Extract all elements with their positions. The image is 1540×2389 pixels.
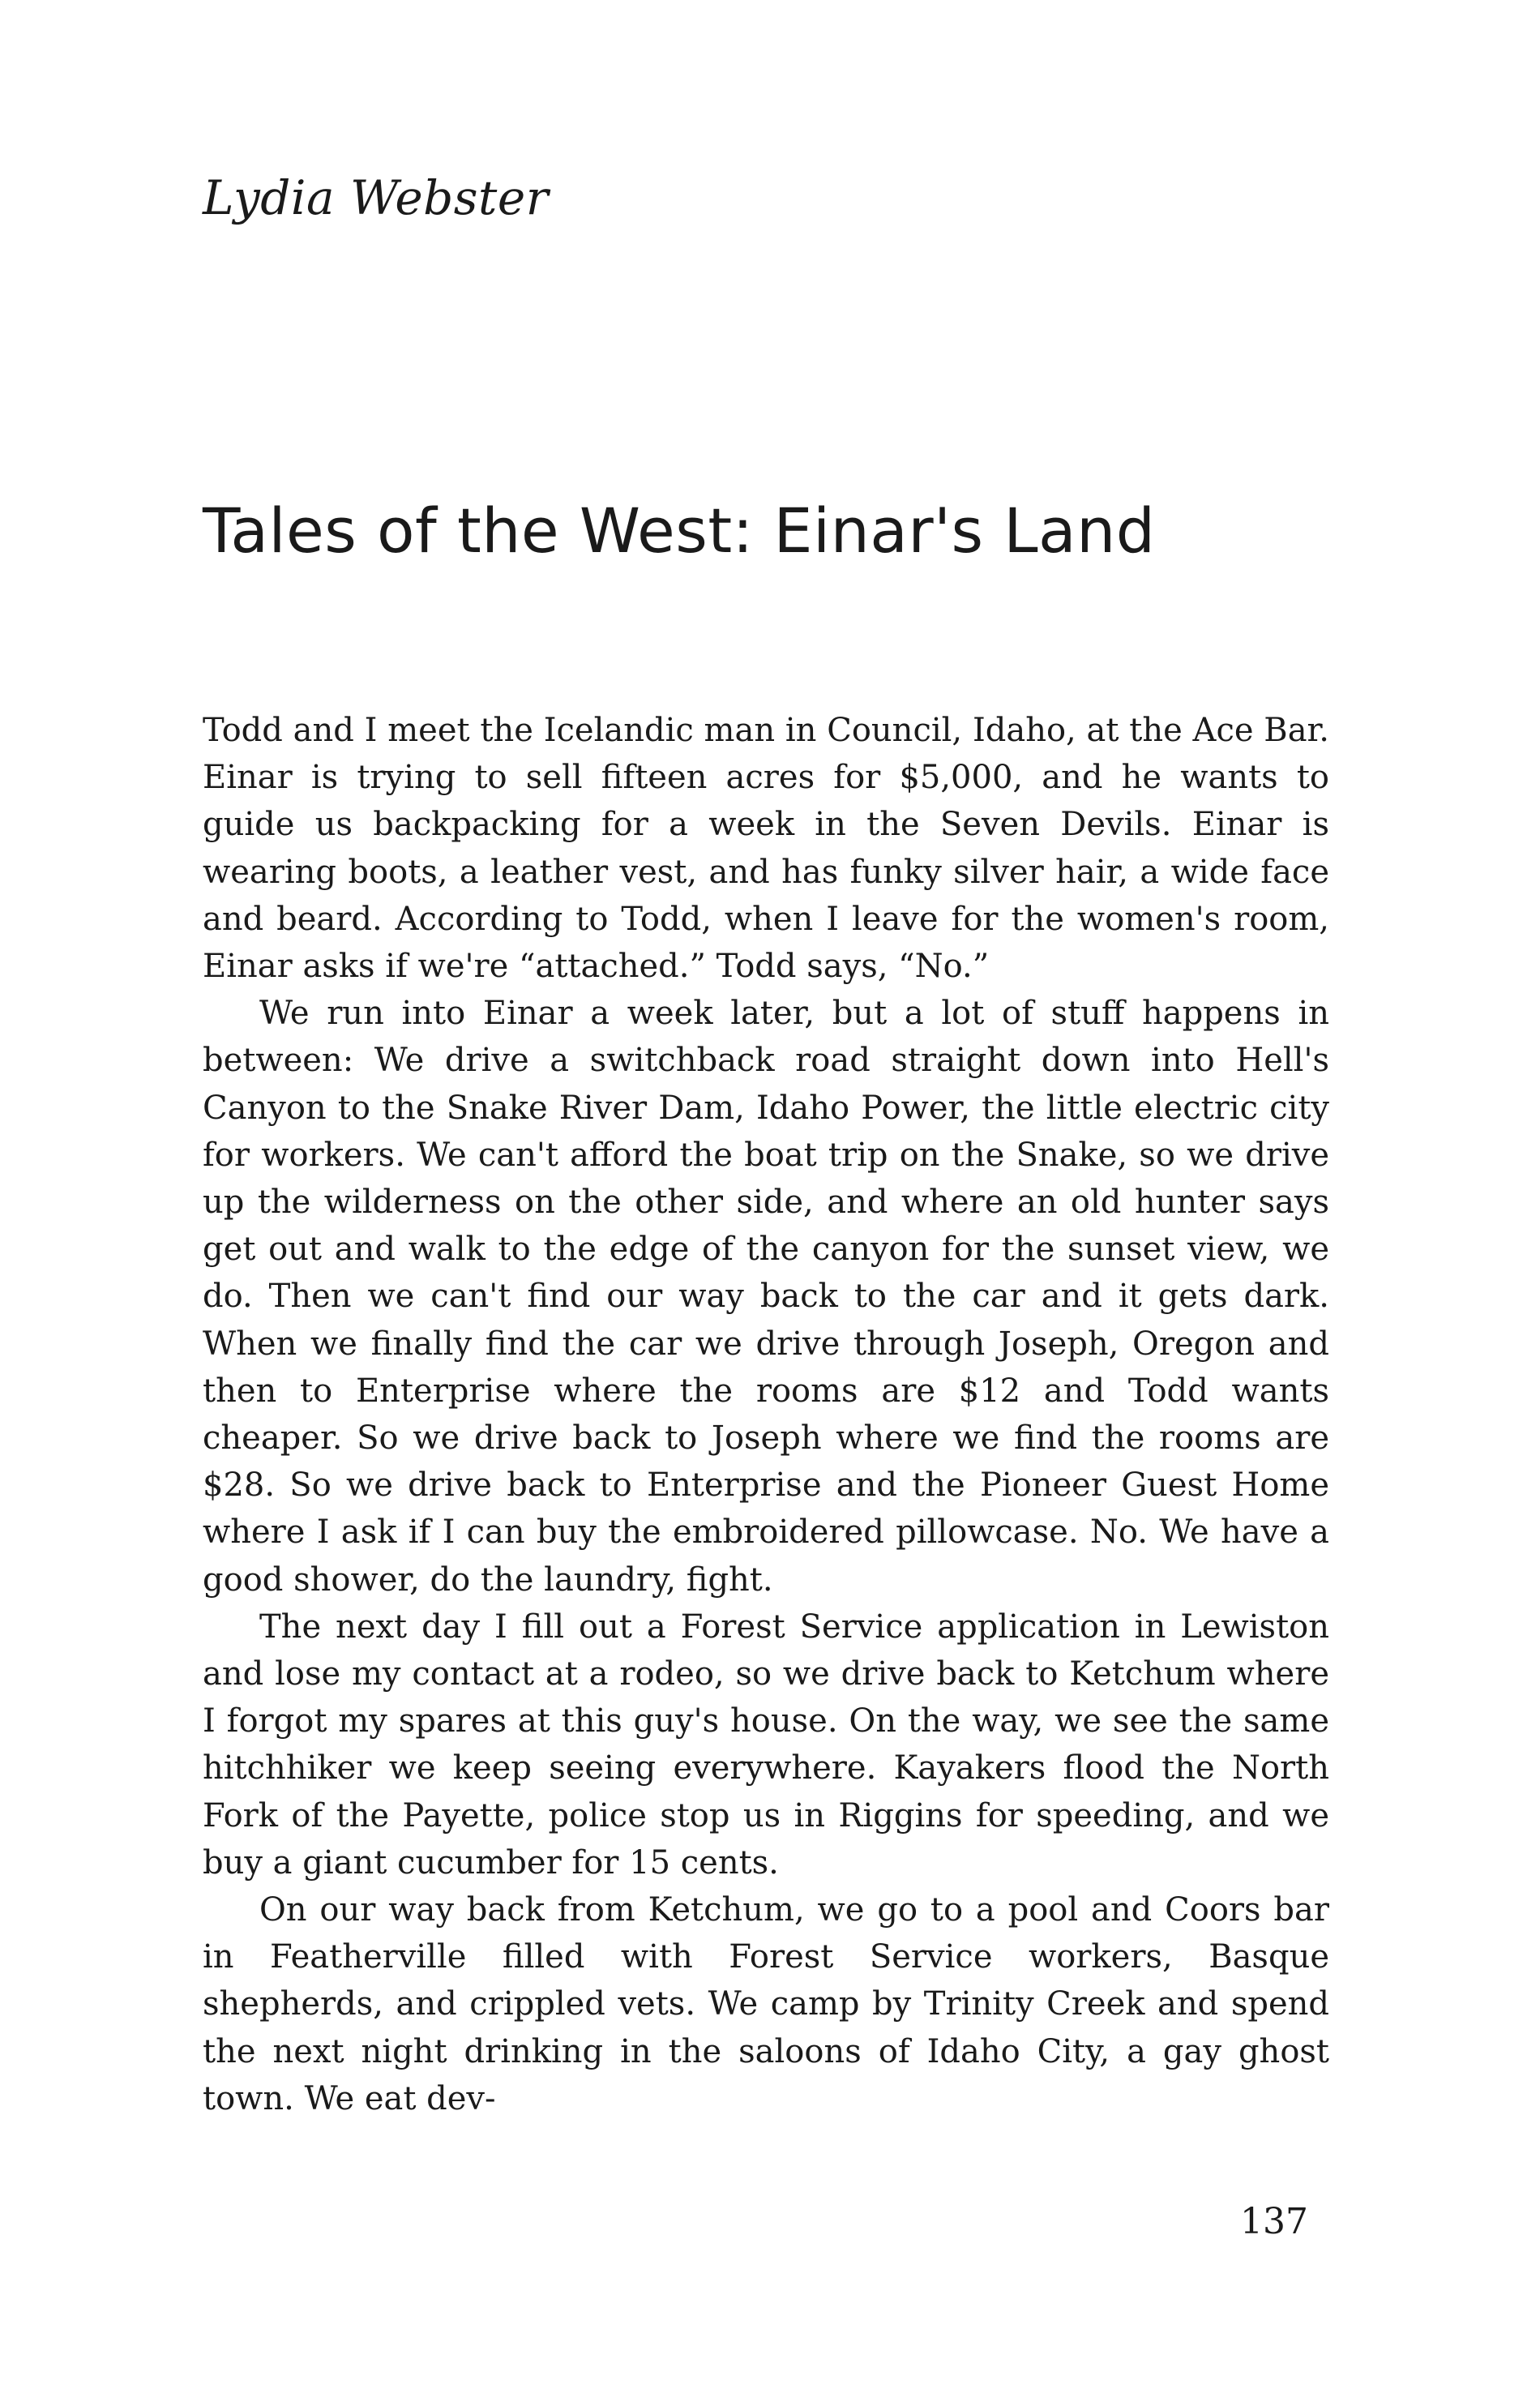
paragraph-4: On our way back from Ketchum, we go to a pool and Coors bar in Featherville filled with Forest Service workers, Basque shepherds, and crippled vets. We camp by Trinity Creek and spend the next night drinking in the saloons of Idaho City, a gay ghost town. We eat dev- [203,1891,1329,2117]
paragraph-3: The next day I fill out a Forest Service application in Lewiston and lose my contact at a rodeo, so we drive back to Ketchum where I forgot my spares at this guy's house. On the way, we see the same hitchhiker we keep seeing everywhere. Kayakers flood the North Fork of the Payette, police stop us in Riggins for speeding, and we buy a giant cucumber for 15 cents. [203,1608,1329,1882]
page-number: 137 [1240,2201,1308,2242]
author-name: Lydia Webster [203,170,549,225]
paragraph-1: Todd and I meet the Icelandic man in Council, Idaho, at the Ace Bar. Einar is trying to sell fifteen acres for $5,000, and he wants to guide us backpacking for a week in the Seven Devils. Einar is wearing boots, a leather vest, and has funky silver hair, a wide face and beard. According to Todd, when I leave for the women's room, Einar asks if we're “attached.” Todd says, “No.” [203,712,1329,986]
paragraph-2: We run into Einar a week later, but a lot of stuff happens in between: We drive a switchback road straight down into Hell's Canyon to the Snake River Dam, Idaho Power, the little electric city for workers. We can't afford the boat trip on the Snake, so we drive up the wilderness on the other side, and where an old hunter says get out and walk to the edge of the canyon for the sunset view, we do. Then we can't find our way back to the car and it gets dark. When we finally find the car we drive through Joseph, Oregon and then to Enterprise where the rooms are $12 and Todd wants cheaper. So we drive back to Joseph where we find the rooms are $28. So we drive back to Enterprise and the Pioneer Guest Home where I ask if I can buy the embroidered pillowcase. No. We have a good shower, do the laundry, fight. [203,995,1329,1599]
story-body [203,707,1329,2122]
story-title: Tales of the West: Einar's Land [203,494,1156,567]
